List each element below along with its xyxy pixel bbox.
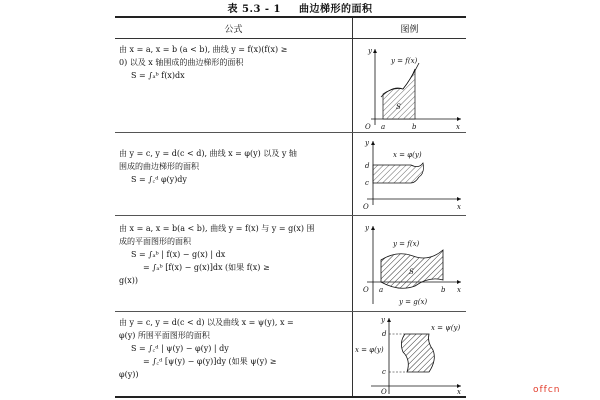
row-4-x-label: x [457, 388, 461, 396]
row-4-figure [353, 312, 466, 396]
table-row-3 [115, 216, 466, 312]
row-4-phi-label: x = φ(y) [355, 346, 384, 354]
row-3-line-1: 由 x = a, x = b(a < b), 曲线 y = f(x) 与 y = g(x) 围 [119, 224, 315, 233]
row-3-f-label: y = f(x) [393, 240, 420, 248]
table-row-4 [115, 312, 466, 396]
row-1-x-label: x [456, 123, 460, 131]
row-4-tail: φ(y)) [119, 370, 139, 379]
row-2-y-label: y [365, 139, 369, 147]
table-caption [0, 0, 600, 16]
row-1-y-label: y [368, 47, 372, 55]
table-header [115, 18, 466, 39]
row-3-b-label: b [441, 286, 446, 294]
row-4-line-1: 由 y = c, y = d(c < d) 以及曲线 x = ψ(y), x = [119, 318, 294, 327]
row-3-area-label: S [409, 268, 414, 276]
row-3-a-label: a [379, 286, 384, 294]
row-3-g-label: y = g(x) [399, 298, 428, 306]
row-1-b-label: b [412, 123, 417, 131]
row-1-origin: O [365, 123, 371, 131]
row-3-formula-1: S = ∫ₐᵇ | f(x) − g(x) | dx [131, 250, 226, 259]
row-2-x-label: x [457, 203, 461, 211]
table-row-1 [115, 39, 466, 133]
row-2-c-label: c [365, 179, 369, 187]
row-2-figure [353, 133, 466, 215]
watermark: offcn [533, 385, 561, 395]
row-1-figure [353, 39, 466, 132]
row-3-line-2: 成的平面图形的面积 [119, 237, 191, 246]
row-3-figure [353, 216, 466, 311]
row-4-text [119, 316, 347, 381]
row-4-formula-2: = ∫꜀ᵈ [ψ(y) − φ(y)]dy (如果 ψ(y) ≥ [143, 357, 277, 366]
row-3-y-label: y [365, 224, 369, 232]
row-2-line-2: 围成的曲边梯形的面积 [119, 162, 199, 171]
row-1-area-label: S [396, 103, 401, 111]
row-1-line-1: 由 x = a, x = b (a < b), 曲线 y = f(x)(f(x) ≥ [119, 45, 288, 54]
row-4-origin: O [381, 388, 387, 396]
row-2-origin: O [363, 203, 369, 211]
row-1-text [119, 43, 347, 82]
row-4-d-label: d [382, 330, 387, 338]
row-4-line-2: φ(y) 所围平面图形的面积 [119, 331, 210, 340]
row-2-d-label: d [365, 162, 370, 170]
row-4-psi-label: x = ψ(y) [431, 324, 461, 332]
row-4-c-label: c [382, 368, 386, 376]
table-number: 表 5.3 - 1 [227, 4, 281, 15]
row-3-origin: O [363, 286, 369, 294]
row-3-x-label: x [457, 286, 461, 294]
row-3-formula-2: = ∫ₐᵇ [f(x) − g(x)]dx (如果 f(x) ≥ [143, 263, 270, 272]
row-3-tail: g(x)) [119, 276, 138, 285]
row-1-formula: S = ∫ₐᵇ f(x)dx [131, 71, 185, 80]
row-2-func-label: x = φ(y) [393, 151, 422, 159]
table-row-2 [115, 133, 466, 216]
header-figure: 图例 [400, 25, 419, 35]
header-formula: 公式 [224, 25, 243, 35]
row-1-a-label: a [381, 123, 386, 131]
row-1-line-2: 0) 以及 x 轴围成的曲边梯形的面积 [119, 58, 244, 67]
area-formula-table [115, 16, 466, 398]
row-1-func-label: y = f(x) [391, 57, 418, 65]
row-4-y-label: y [381, 316, 385, 324]
row-3-text [119, 222, 347, 287]
row-2-line-1: 由 y = c, y = d(c < d), 曲线 x = φ(y) 以及 y 轴 [119, 149, 297, 158]
row-2-text [119, 147, 347, 186]
table-title: 曲边梯形的面积 [298, 4, 373, 15]
row-4-formula-1: S = ∫꜀ᵈ | ψ(y) − φ(y) | dy [131, 344, 229, 353]
row-2-formula: S = ∫꜀ᵈ φ(y)dy [131, 175, 187, 184]
